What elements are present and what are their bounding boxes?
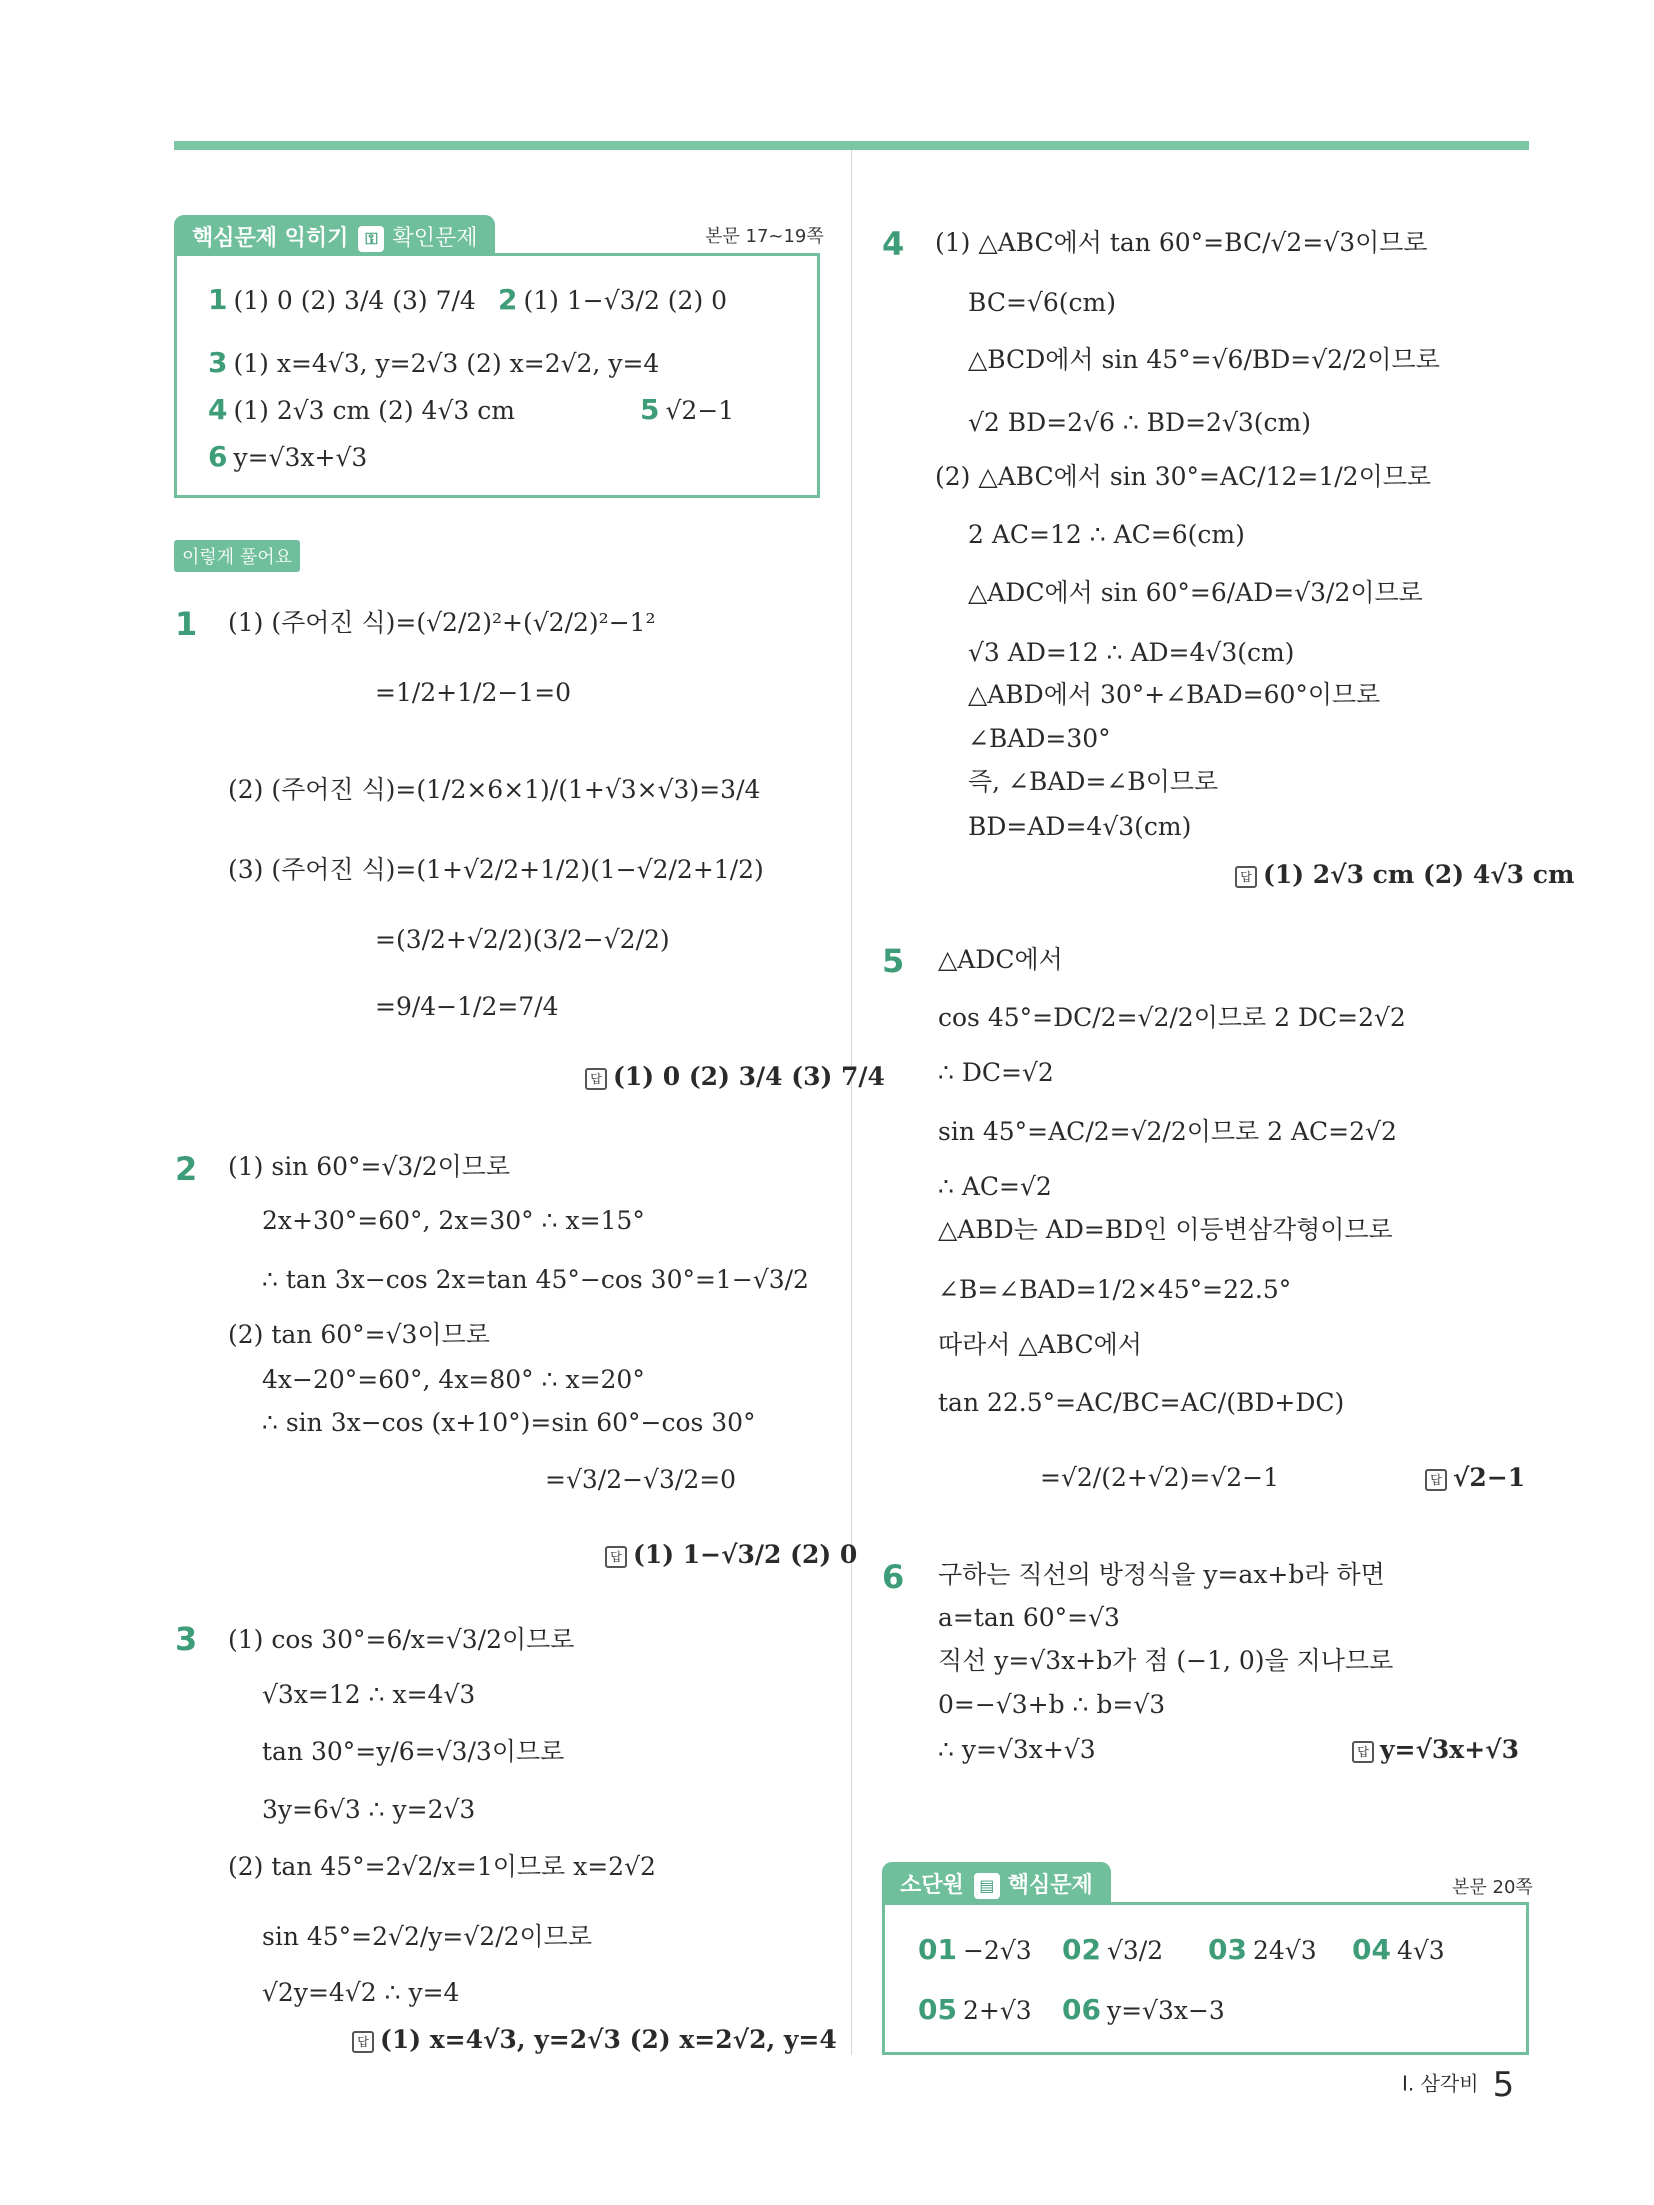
problem-1-answer: 답 (1) 0 (2) 3/4 (3) 7/4 — [585, 1062, 885, 1091]
problem-2-number: 2 — [175, 1150, 198, 1188]
problem-4-line-1: (1) △ABC에서 tan 60°=BC/√2=√3이므로 — [935, 228, 1428, 257]
problem-2-line-6: ∴ sin 3x−cos (x+10°)=sin 60°−cos 30° — [262, 1408, 756, 1437]
problem-3-line-2: √3x=12 ∴ x=4√3 — [262, 1680, 476, 1709]
unit-page-ref: 본문 20쪽 — [1452, 1877, 1533, 1898]
problem-1-line-3: (2) (주어진 식)=(1/2×6×1)/(1+√3×√3)=3/4 — [228, 775, 761, 804]
key-icon: ⚿ — [358, 226, 384, 252]
unit-answer-box — [882, 1902, 1529, 2055]
top-rule — [174, 141, 1529, 150]
core-answer-2: 2 (1) 1−√3/2 (2) 0 — [498, 283, 728, 316]
unit-tab — [882, 1862, 1111, 1904]
solution-badge: 이렇게 풀어요 — [174, 540, 300, 572]
core-page-ref: 본문 17~19쪽 — [705, 226, 824, 247]
problem-6-line-1: 구하는 직선의 방정식을 y=ax+b라 하면 — [938, 1560, 1385, 1589]
problem-1-line-5: =(3/2+√2/2)(3/2−√2/2) — [375, 925, 670, 954]
core-tab-title: 핵심문제 익히기 — [192, 226, 349, 251]
problem-2-line-4: (2) tan 60°=√3이므로 — [228, 1320, 490, 1349]
unit-tab-title: 소단원 — [900, 1873, 964, 1898]
problem-5-line-4: sin 45°=AC/2=√2/2이므로 2 AC=2√2 — [938, 1117, 1397, 1146]
problem-2-line-3: ∴ tan 3x−cos 2x=tan 45°−cos 30°=1−√3/2 — [262, 1265, 809, 1294]
unit-tab-sub: 핵심문제 — [1007, 1873, 1093, 1898]
core-answer-3: 3 (1) x=4√3, y=2√3 (2) x=2√2, y=4 — [208, 346, 660, 379]
worksheet-icon: ▤ — [974, 1873, 1000, 1899]
problem-1-line-2: =1/2+1/2−1=0 — [375, 678, 572, 707]
problem-4-line-7: △ADC에서 sin 60°=6/AD=√3/2이므로 — [968, 578, 1423, 607]
problem-5-line-7: ∠B=∠BAD=1/2×45°=22.5° — [938, 1275, 1292, 1304]
answer-icon: 답 — [1235, 866, 1257, 888]
problem-1-line-6: =9/4−1/2=7/4 — [375, 992, 559, 1021]
answer-icon: 답 — [1425, 1469, 1447, 1491]
answer-icon: 답 — [352, 2031, 374, 2053]
problem-5-line-3: ∴ DC=√2 — [938, 1058, 1054, 1087]
answer-icon: 답 — [605, 1546, 627, 1568]
problem-5-answer: 답 √2−1 — [1425, 1463, 1525, 1492]
problem-4-line-11: 즉, ∠BAD=∠B이므로 — [968, 767, 1219, 796]
problem-6-line-5: ∴ y=√3x+√3 — [938, 1735, 1096, 1764]
problem-2-line-5: 4x−20°=60°, 4x=80° ∴ x=20° — [262, 1365, 645, 1394]
chapter-label: I. 삼각비 — [1402, 2071, 1479, 2096]
answer-icon: 답 — [585, 1068, 607, 1090]
problem-4-line-4: √2 BD=2√6 ∴ BD=2√3(cm) — [968, 408, 1312, 437]
problem-5-line-2: cos 45°=DC/2=√2/2이므로 2 DC=2√2 — [938, 1003, 1406, 1032]
core-answer-6: 6 y=√3x+√3 — [208, 440, 368, 473]
problem-3-line-4: 3y=6√3 ∴ y=2√3 — [262, 1795, 476, 1824]
problem-2-line-1: (1) sin 60°=√3/2이므로 — [228, 1152, 511, 1181]
problem-6-line-4: 0=−√3+b ∴ b=√3 — [938, 1690, 1166, 1719]
problem-1-line-4: (3) (주어진 식)=(1+√2/2+1/2)(1−√2/2+1/2) — [228, 855, 764, 884]
unit-answer-05: 05 2+√3 — [918, 1993, 1032, 2026]
problem-3-line-7: √2y=4√2 ∴ y=4 — [262, 1978, 460, 2007]
problem-4-line-9: △ABD에서 30°+∠BAD=60°이므로 — [968, 680, 1381, 709]
core-tab — [174, 215, 495, 255]
problem-1-number: 1 — [175, 605, 198, 643]
column-divider — [851, 150, 852, 2055]
problem-3-line-1: (1) cos 30°=6/x=√3/2이므로 — [228, 1625, 575, 1654]
problem-4-number: 4 — [882, 225, 905, 263]
problem-2-line-2: 2x+30°=60°, 2x=30° ∴ x=15° — [262, 1206, 645, 1235]
problem-2-answer: 답 (1) 1−√3/2 (2) 0 — [605, 1540, 857, 1569]
problem-5-line-1: △ADC에서 — [938, 945, 1063, 974]
problem-3-answer: 답 (1) x=4√3, y=2√3 (2) x=2√2, y=4 — [352, 2025, 837, 2054]
problem-4-line-8: √3 AD=12 ∴ AD=4√3(cm) — [968, 638, 1295, 667]
problem-4-line-12: BD=AD=4√3(cm) — [968, 812, 1192, 841]
problem-4-answer: 답 (1) 2√3 cm (2) 4√3 cm — [1235, 860, 1574, 889]
problem-5-line-9: tan 22.5°=AC/BC=AC/(BD+DC) — [938, 1388, 1345, 1417]
core-tab-sub: 확인문제 — [392, 226, 478, 251]
core-answer-1: 1 (1) 0 (2) 3/4 (3) 7/4 — [208, 283, 476, 316]
problem-5-line-5: ∴ AC=√2 — [938, 1172, 1052, 1201]
problem-4-line-3: △BCD에서 sin 45°=√6/BD=√2/2이므로 — [968, 345, 1440, 374]
problem-4-line-2: BC=√6(cm) — [968, 288, 1116, 317]
problem-4-line-5: (2) △ABC에서 sin 30°=AC/12=1/2이므로 — [935, 462, 1432, 491]
unit-answer-04: 04 4√3 — [1352, 1933, 1445, 1966]
unit-answer-02: 02 √3/2 — [1062, 1933, 1164, 1966]
problem-1-line-1: (1) (주어진 식)=(√2/2)²+(√2/2)²−1² — [228, 608, 656, 637]
unit-answer-01: 01 −2√3 — [918, 1933, 1032, 1966]
problem-4-line-10: ∠BAD=30° — [968, 724, 1111, 753]
page-number: 5 — [1492, 2065, 1515, 2105]
problem-6-number: 6 — [882, 1558, 905, 1596]
problem-3-line-6: sin 45°=2√2/y=√2/2이므로 — [262, 1922, 592, 1951]
problem-6-answer: 답 y=√3x+√3 — [1352, 1735, 1519, 1764]
page-footer — [1402, 2065, 1514, 2105]
problem-4-line-6: 2 AC=12 ∴ AC=6(cm) — [968, 520, 1245, 549]
core-answer-5: 5 √2−1 — [640, 393, 735, 426]
problem-6-line-2: a=tan 60°=√3 — [938, 1603, 1120, 1632]
problem-5-number: 5 — [882, 942, 905, 980]
problem-2-line-7: =√3/2−√3/2=0 — [545, 1465, 737, 1494]
unit-answer-06: 06 y=√3x−3 — [1062, 1993, 1225, 2026]
unit-answer-03: 03 24√3 — [1208, 1933, 1317, 1966]
core-answer-4: 4 (1) 2√3 cm (2) 4√3 cm — [208, 393, 515, 426]
problem-5-line-10: =√2/(2+√2)=√2−1 — [1040, 1463, 1280, 1492]
problem-5-line-6: △ABD는 AD=BD인 이등변삼각형이므로 — [938, 1215, 1393, 1244]
problem-3-line-3: tan 30°=y/6=√3/3이므로 — [262, 1737, 565, 1766]
problem-3-line-5: (2) tan 45°=2√2/x=1이므로 x=2√2 — [228, 1852, 656, 1881]
answer-icon: 답 — [1352, 1741, 1374, 1763]
problem-3-number: 3 — [175, 1620, 198, 1658]
problem-6-line-3: 직선 y=√3x+b가 점 (−1, 0)을 지나므로 — [938, 1646, 1394, 1675]
problem-5-line-8: 따라서 △ABC에서 — [938, 1330, 1142, 1359]
